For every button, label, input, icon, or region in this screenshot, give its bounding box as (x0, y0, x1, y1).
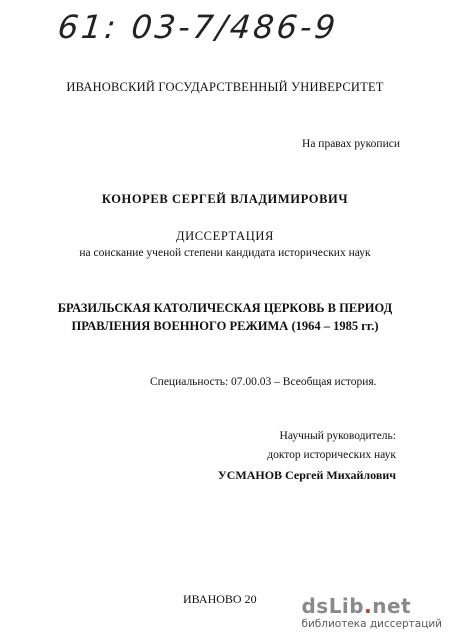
university-name: ИВАНОВСКИЙ ГОСУДАРСТВЕННЫЙ УНИВЕРСИТЕТ (66, 80, 384, 94)
document-type: ДИССЕРТАЦИЯ (175, 229, 274, 243)
watermark-subtitle: библиотека диссертаций (301, 618, 442, 630)
dslib-logo (301, 596, 442, 616)
advisor-label: Научный руководитель: (279, 430, 396, 442)
logo-dot: . (364, 594, 373, 618)
city-year: ИВАНОВО 20 (183, 592, 257, 606)
dslib-watermark[interactable] (301, 596, 442, 630)
degree-description: на соискание ученой степени кандидата исторических наук (79, 247, 371, 259)
handwritten-archive-code: 61: 03-7/486-9 (56, 8, 341, 46)
manuscript-rights-note: На правах рукописи (302, 138, 400, 150)
thesis-title-line-1: БРАЗИЛЬСКАЯ КАТОЛИЧЕСКАЯ ЦЕРКОВЬ В ПЕРИОД (57, 301, 393, 315)
thesis-title-line-2: ПРАВЛЕНИЯ ВОЕННОГО РЕЖИМА (1964 – 1985 гг.) (71, 319, 379, 333)
author-name: КОНОРЕВ СЕРГЕЙ ВЛАДИМИРОВИЧ (101, 192, 349, 206)
specialty-code: Специальность: 07.00.03 – Всеобщая история. (150, 376, 377, 388)
advisor-degree: доктор исторических наук (267, 449, 396, 461)
logo-prefix: dsLib (301, 594, 365, 618)
advisor-name: УСМАНОВ Сергей Михайлович (217, 468, 396, 482)
logo-suffix: net (372, 594, 412, 618)
